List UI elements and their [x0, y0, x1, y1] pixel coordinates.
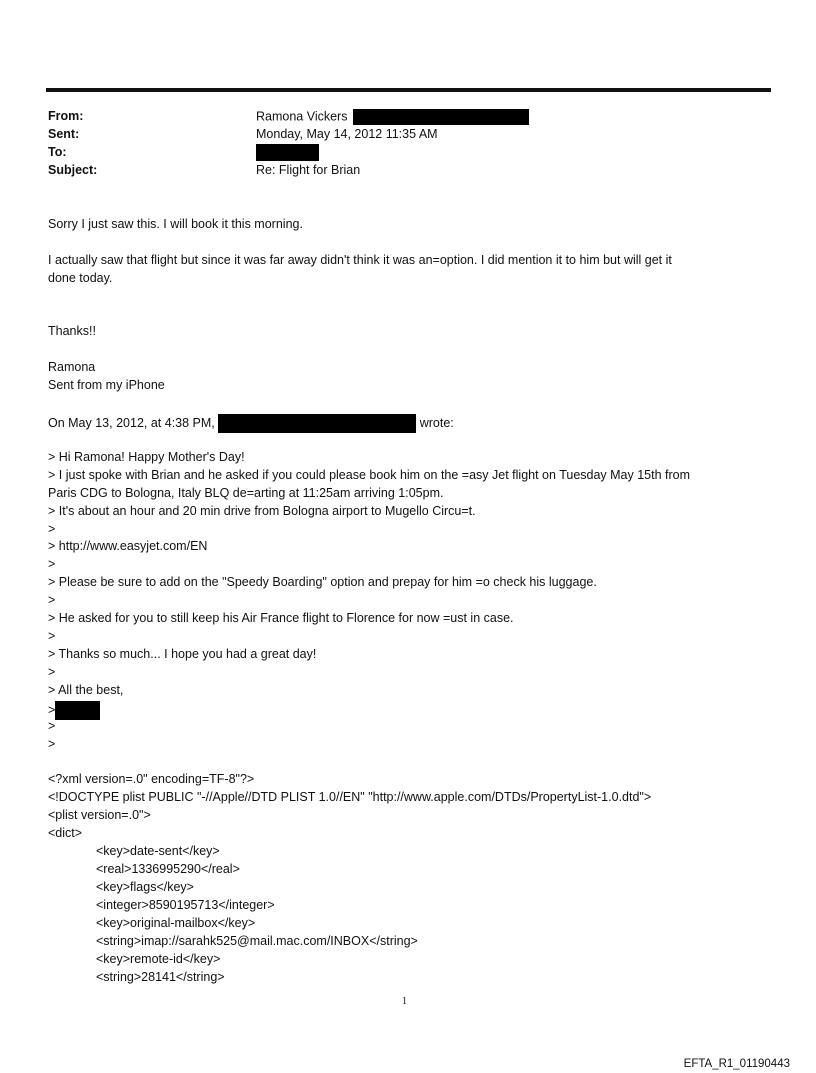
quoted-line: Paris CDG to Bologna, Italy BLQ de=arting at 11:25am arriving 1:05pm. — [48, 486, 444, 500]
quoted-line: > — [48, 665, 56, 679]
body-paragraph-2-line-1: I actually saw that flight but since it was far away didn't think it was an=option. I did mention it to him but will get it — [48, 253, 672, 267]
from-name: Ramona Vickers — [256, 109, 348, 124]
xml-declaration: <?xml version=.0" encoding=TF-8"?> — [48, 772, 255, 786]
xml-entry: <key>original-mailbox</key> — [96, 916, 256, 930]
quoted-line: > — [48, 719, 56, 733]
from-label: From: — [48, 109, 84, 123]
redaction-quote-signature — [55, 701, 100, 720]
subject-label: Subject: — [48, 163, 98, 177]
redaction-to — [256, 144, 319, 161]
quoted-line: > — [48, 522, 56, 536]
xml-entry: <key>flags</key> — [96, 880, 194, 894]
to-label: To: — [48, 145, 67, 159]
redaction-quote-sender — [218, 414, 416, 433]
quote-intro — [48, 414, 454, 433]
xml-entry: <key>remote-id</key> — [96, 952, 221, 966]
quoted-line: > — [48, 593, 56, 607]
quoted-line: > I just spoke with Brian and he asked if you could please book him on the =asy Jet flight on Tuesday May 15th from — [48, 468, 691, 482]
xml-entry: <key>date-sent</key> — [96, 844, 220, 858]
quoted-line: > All the best, — [48, 683, 124, 697]
xml-dict-open: <dict> — [48, 826, 83, 840]
quoted-line: > He asked for you to still keep his Air France flight to Florence for now =ust in case. — [48, 611, 514, 625]
body-paragraph-2-line-2: done today. — [48, 271, 113, 285]
signature-name: Ramona — [48, 360, 96, 374]
redaction-from-email — [353, 109, 529, 125]
quoted-line: > — [48, 629, 56, 643]
quoted-line: > Hi Ramona! Happy Mother's Day! — [48, 450, 245, 464]
document-id: EFTA_R1_01190443 — [683, 1058, 790, 1070]
header-rule — [46, 88, 771, 92]
page-number: 1 — [402, 996, 407, 1007]
xml-entry: <string>imap://sarahk525@mail.mac.com/INBOX</string> — [96, 934, 418, 948]
xml-entry: <string>28141</string> — [96, 970, 225, 984]
xml-plist-open: <plist version=.0"> — [48, 808, 151, 822]
quoted-line-redacted — [48, 701, 100, 720]
signature-device: Sent from my iPhone — [48, 378, 165, 392]
quoted-line: > — [48, 557, 56, 571]
quoted-marker: > — [48, 702, 56, 717]
quoted-line: > Thanks so much... I hope you had a great day! — [48, 647, 317, 661]
xml-doctype: <!DOCTYPE plist PUBLIC "-//Apple//DTD PLIST 1.0//EN" "http://www.apple.com/DTDs/PropertyList-1.0.dtd"> — [48, 790, 652, 804]
body-paragraph-1: Sorry I just saw this. I will book it this morning. — [48, 217, 303, 231]
sent-label: Sent: — [48, 127, 80, 141]
quoted-line: > It's about an hour and 20 min drive from Bologna airport to Mugello Circu=t. — [48, 504, 476, 518]
xml-entry: <integer>8590195713</integer> — [96, 898, 275, 912]
to-value — [256, 144, 319, 161]
xml-entry: <real>1336995290</real> — [96, 862, 240, 876]
quoted-line: > Please be sure to add on the "Speedy Boarding" option and prepay for him =o check his luggage. — [48, 575, 597, 589]
sent-value: Monday, May 14, 2012 11:35 AM — [256, 127, 438, 141]
subject-value: Re: Flight for Brian — [256, 163, 361, 177]
quoted-line: > http://www.easyjet.com/EN — [48, 539, 208, 553]
quote-intro-before: On May 13, 2012, at 4:38 PM, — [48, 415, 215, 430]
quote-intro-after: wrote: — [419, 415, 454, 430]
from-value — [256, 109, 529, 125]
quoted-line: > — [48, 737, 56, 751]
body-thanks: Thanks!! — [48, 324, 96, 338]
